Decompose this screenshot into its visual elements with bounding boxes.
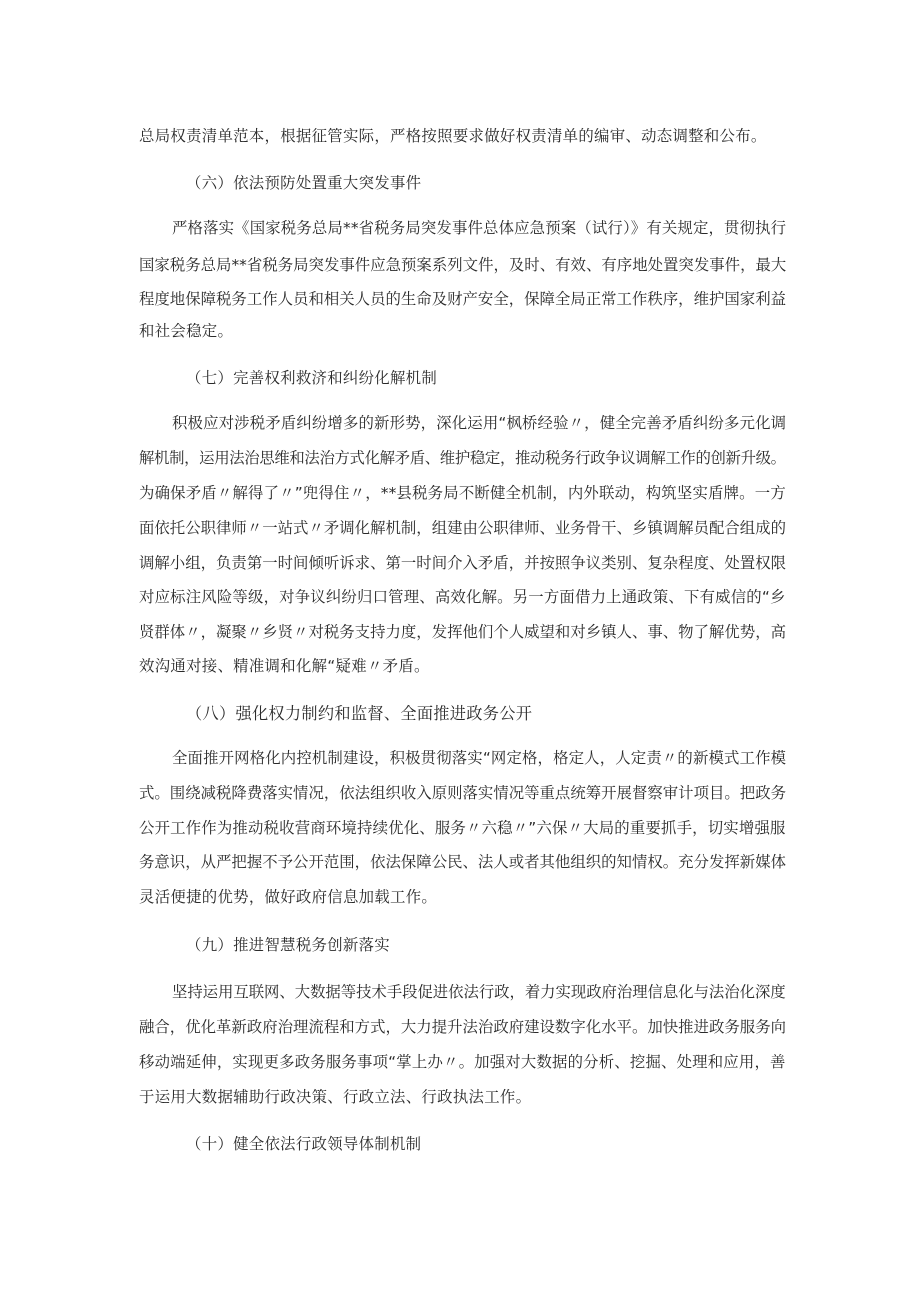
paragraph-line: 坚持运用互联网、大数据等技术手段促进依法行政，着力实现政府治理信息化与法治化深度 [172, 983, 786, 1001]
paragraph-line: 式。围绕减税降费落实情况，依法组织收入原则落实情况等重点统筹开展督察审计项目。把政务 [139, 784, 787, 802]
paragraph-line: 总局权责清单范本，根据征管实际，严格按照要求做好权责清单的编审、动态调整和公布。 [139, 127, 767, 145]
paragraph-line: 灵活便捷的优势，做好政府信息加载工作。 [139, 888, 438, 906]
section-heading-10: （十）健全依法行政领导体制机制 [186, 1135, 422, 1153]
paragraph-line: 国家税务总局**省税务局突发事件应急预案系列文件，及时、有效、有序地处置突发事件，最大 [139, 256, 787, 274]
paragraph-line: 贤群体〃，凝聚〃乡贤〃对税务支持力度，发挥他们个人威望和对乡镇人、事、物了解优势，高 [139, 623, 787, 641]
paragraph-line: 全面推开网格化内控机制建设，积极贯彻落实“网定格，格定人，人定责〃的新模式工作模 [172, 749, 787, 767]
paragraph-line: 移动端延伸，实现更多政务服务事项“掌上办〃。加强对大数据的分析、挖掘、处理和应用，善 [139, 1053, 786, 1071]
paragraph-line: 解机制，运用法治思维和法治方式化解矛盾、维护稳定，推动税务行政争议调解工作的创新升级。 [139, 449, 786, 467]
section-heading-6: （六）依法预防处置重大突发事件 [186, 174, 422, 192]
paragraph-line: 对应标注风险等级，对争议纠纷归口管理、高效化解。另一方面借力上通政策、下有威信的“乡 [139, 588, 786, 606]
section-heading-8: （八）强化权力制约和监督、全面推进政务公开 [186, 704, 533, 723]
paragraph-line: 调解小组，负责第一时间倾听诉求、第一时间介入矛盾，并按照争议类别、复杂程度、处置权限 [139, 554, 787, 572]
paragraph-line: 公开工作作为推动税收营商环境持续优化、服务〃六稳〃”六保〃大局的重要抓手，切实增强服 [139, 819, 786, 837]
section-heading-9: （九）推进智慧税务创新落实 [186, 936, 390, 954]
section-heading-7: （七）完善权利救济和纠纷化解机制 [186, 369, 438, 387]
paragraph-line: 融合，优化革新政府治理流程和方式，大力提升法治政府建设数字化水平。加快推进政务服务向 [139, 1018, 787, 1036]
paragraph-line: 积极应对涉税矛盾纠纷增多的新形势，深化运用“枫桥经验〃，健全完善矛盾纠纷多元化调 [172, 414, 787, 432]
paragraph-line: 面依托公职律师〃一站式〃矛调化解机制，组建由公职律师、业务骨干、乡镇调解员配合组成的 [139, 519, 787, 537]
paragraph-line: 程度地保障税务工作人员和相关人员的生命及财产安全，保障全局正常工作秩序，维护国家利益 [139, 290, 787, 308]
paragraph-line: 效沟通对接、精准调和化解“疑难〃矛盾。 [139, 657, 430, 675]
paragraph-line: 严格落实《国家税务总局**省税务局突发事件总体应急预案（试行）》有关规定，贯彻执行 [172, 219, 787, 237]
paragraph-line: 于运用大数据辅助行政决策、行政立法、行政执法工作。 [139, 1088, 532, 1106]
paragraph-line: 务意识，从严把握不予公开范围，依法保障公民、法人或者其他组织的知情权。充分发挥新媒体 [139, 853, 787, 871]
paragraph-line: 和社会稳定。 [139, 322, 234, 340]
paragraph-line: 为确保矛盾〃解得了〃”兜得住〃，**县税务局不断健全机制，内外联动，构筑坚实盾牌。一方 [139, 484, 786, 502]
